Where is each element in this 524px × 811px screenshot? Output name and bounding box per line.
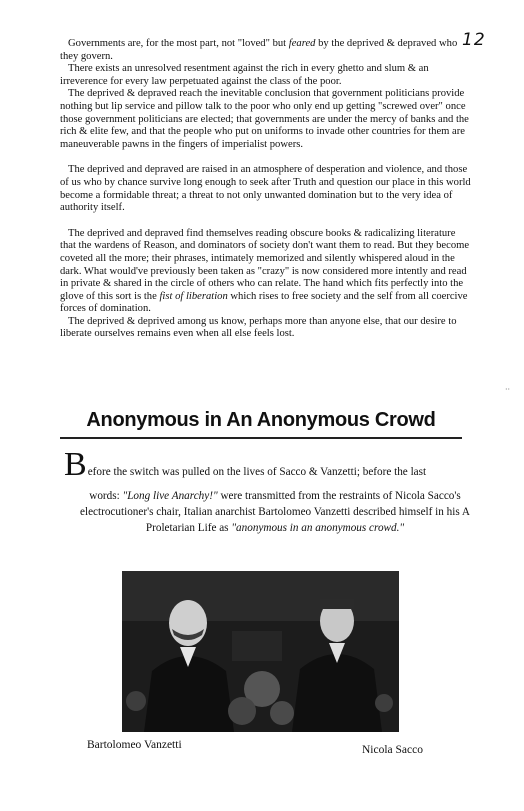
paragraph-text: The deprived & depraved reach the inevitable conclusion that government politicians provide nothing but lip service and pillow talk to the poor who only end up getting "screwed over" once those government politicians are elected; that governments are under the mercy of banks and the rich & elite few, and that the people who put on uniforms to invade other countries for them are maneuverable pawns in the fingers of imperialist powers. (60, 88, 469, 150)
paragraph-text: The deprived and depraved are raised in an atmosphere of desperation and violence, and those of us who by chance survive long enough to seek after Truth and question our place in this world become a formidable threat; a threat to not only unwanted domination but to the very idea of authority itself. (60, 164, 471, 214)
paragraph-emphasis: fist of liberation (159, 290, 228, 302)
body-text (60, 38, 472, 341)
paragraph-text: which rises to free society and the self from all coercive forces of domination. (60, 290, 468, 315)
article-lead (64, 446, 474, 483)
paragraph (60, 228, 472, 316)
quote-long-live-anarchy: "Long live Anarchy!" (122, 490, 218, 502)
sacco-vanzetti-photo (122, 571, 399, 732)
page-number: 12 (462, 30, 486, 50)
paragraph-text: Governments are, for the most part, not "loved" but (68, 38, 289, 49)
paragraph-emphasis: feared (288, 38, 316, 49)
margin-mark: ·· (505, 385, 511, 394)
paragraph (60, 164, 472, 214)
caption-sacco: Nicola Sacco (362, 744, 423, 756)
lead-first-line: efore the switch was pulled on the lives of Sacco & Vanzetti; before the last (87, 466, 427, 478)
article-headline: Anonymous in An Anonymous Crowd (86, 409, 436, 431)
paragraph-text: The deprived and depraved find themselves reading obscure books & radicalizing literature that the wardens of Reason, and dominators of society don't want them to read. But they become coveted all the more; their phrases, intimately memorized and silently whispered aloud in the dark. What would've previously been taken as "crazy" is now considered more intently and read in private & shared in the circle of others who can relate. The hand which fits perfectly into the glove of this sort is the (60, 227, 470, 302)
paragraph (60, 38, 472, 63)
paragraph (60, 316, 472, 341)
paragraph-text: The deprived & deprived among us know, perhaps more than anyone else, that our desire to liberate ourselves remains even when all else feels lost. (60, 315, 457, 340)
article-body (70, 488, 480, 536)
photo-image (122, 571, 399, 732)
caption-vanzetti: Bartolomeo Vanzetti (87, 739, 182, 751)
lead-text: were transmitted from the restraints of Nicola Sacco's electrocutioner's chair, Italian anarchist Bartolomeo Vanzetti described himself in his A Proletarian Life as (80, 490, 470, 534)
headline-rule (60, 437, 462, 439)
paragraph (60, 63, 472, 88)
lead-text: words: (89, 490, 123, 502)
paragraph-text: There exists an unresolved resentment against the rich in every ghetto and slum & an irreverence for every law perpetuated against the class of the poor. (60, 63, 429, 87)
paragraph-text: by the deprived & depraved who they govern. (60, 38, 458, 62)
drop-cap: B (64, 446, 87, 483)
paragraph (60, 88, 472, 151)
quote-anonymous-crowd: "anonymous in an anonymous crowd." (231, 522, 405, 534)
